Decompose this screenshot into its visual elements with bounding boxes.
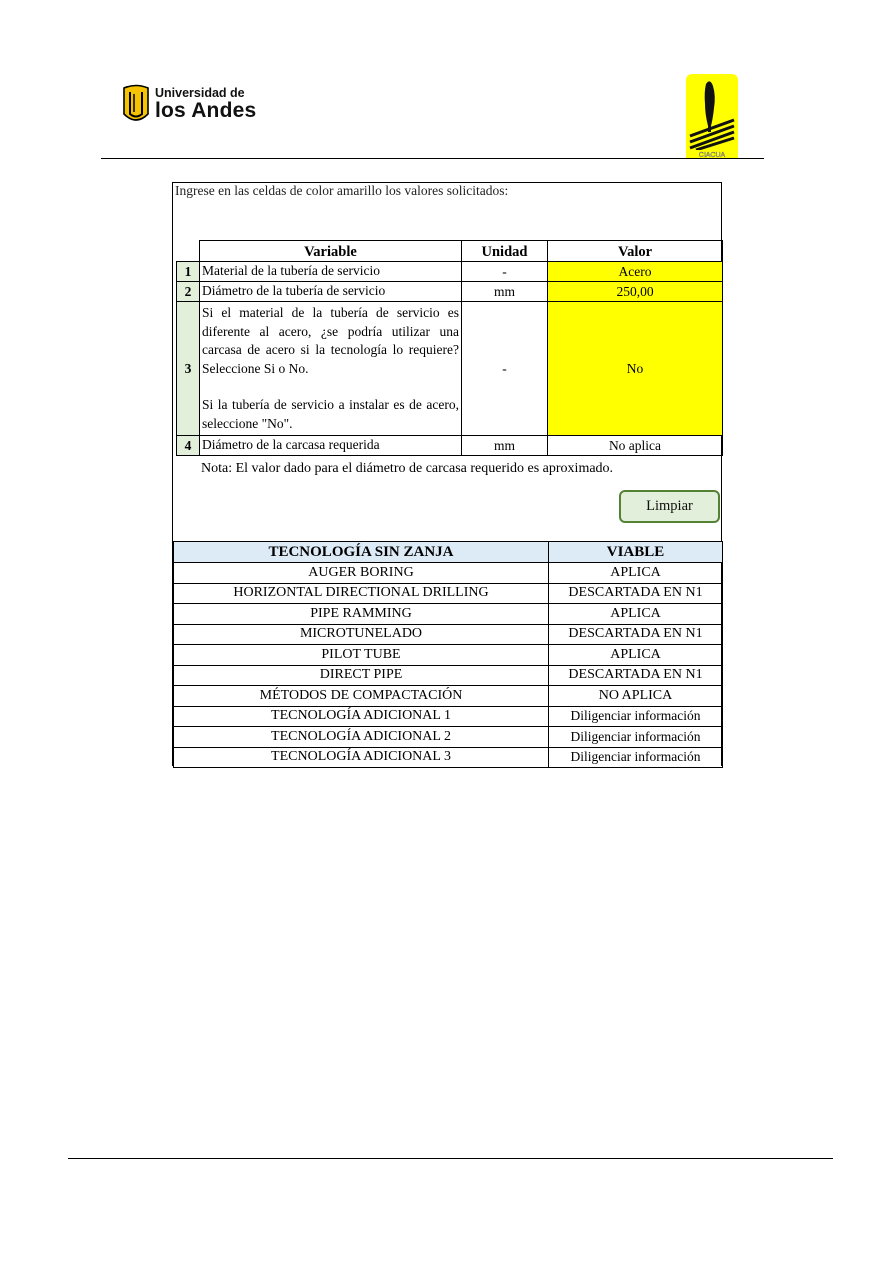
technology-name: HORIZONTAL DIRECTIONAL DRILLING — [174, 583, 549, 604]
university-name-line2: los Andes — [155, 99, 257, 123]
variables-table — [176, 240, 723, 456]
viability-status: APLICA — [549, 645, 723, 666]
unit-cell: - — [462, 302, 548, 436]
unit-cell: mm — [462, 282, 548, 302]
viability-status: APLICA — [549, 604, 723, 625]
table-row — [174, 583, 723, 604]
value-header: Valor — [548, 241, 723, 262]
viability-status: Diligenciar información — [549, 747, 723, 768]
technology-name: AUGER BORING — [174, 563, 549, 584]
row-index: 4 — [177, 436, 200, 456]
variable-label-multiline — [200, 302, 462, 436]
technology-name: PIPE RAMMING — [174, 604, 549, 625]
table-row — [174, 645, 723, 666]
technology-name: TECNOLOGÍA ADICIONAL 3 — [174, 747, 549, 768]
casing-diameter-result: No aplica — [548, 436, 723, 456]
technology-name: DIRECT PIPE — [174, 665, 549, 686]
variable-header: Variable — [200, 241, 462, 262]
viable-header: VIABLE — [549, 542, 723, 563]
instruction-text: Ingrese en las celdas de color amarillo los valores solicitados: — [175, 183, 509, 198]
technology-header: TECNOLOGÍA SIN ZANJA — [174, 542, 549, 563]
variable-row-2 — [177, 282, 723, 302]
row-index: 3 — [177, 302, 200, 436]
technology-table — [173, 541, 723, 768]
table-row — [174, 706, 723, 727]
variable-row-1 — [177, 262, 723, 282]
service-pipe-diameter-input[interactable]: 250,00 — [548, 282, 723, 302]
viability-status: NO APLICA — [549, 686, 723, 707]
technology-header-row — [174, 542, 723, 563]
variable-label: Diámetro de la carcasa requerida — [200, 436, 462, 456]
viability-status: APLICA — [549, 563, 723, 584]
viability-status: DESCARTADA EN N1 — [549, 665, 723, 686]
service-pipe-material-input[interactable]: Acero — [548, 262, 723, 282]
table-row — [174, 686, 723, 707]
viability-status: Diligenciar información — [549, 727, 723, 748]
variable-row-3 — [177, 302, 723, 436]
university-name-line1: Universidad de — [155, 85, 245, 100]
technology-name: TECNOLOGÍA ADICIONAL 2 — [174, 727, 549, 748]
variable-label: Diámetro de la tubería de servicio — [200, 282, 462, 302]
unit-cell: mm — [462, 436, 548, 456]
steel-casing-select[interactable]: No — [548, 302, 723, 436]
index-header — [177, 241, 200, 262]
unit-header: Unidad — [462, 241, 548, 262]
table-row — [174, 747, 723, 768]
footer-divider — [68, 1158, 833, 1159]
table-row — [174, 624, 723, 645]
table-row — [174, 563, 723, 584]
variable-question: Si el material de la tubería de servicio es diferente al acero, ¿se podría utilizar una carcasa de acero si la tecnología lo requiere? Seleccione Si o No. — [202, 305, 459, 376]
technology-name: PILOT TUBE — [174, 645, 549, 666]
uniandes-shield-icon — [121, 84, 151, 124]
clear-button[interactable]: Limpiar — [619, 490, 720, 523]
uniandes-logo — [121, 84, 256, 124]
unit-cell: - — [462, 262, 548, 282]
variable-instruction: Si la tubería de servicio a instalar es de acero, seleccione "No". — [202, 397, 459, 431]
table-row — [174, 604, 723, 625]
row-index: 1 — [177, 262, 200, 282]
technology-name: TECNOLOGÍA ADICIONAL 1 — [174, 706, 549, 727]
variable-label: Material de la tubería de servicio — [200, 262, 462, 282]
table-row — [174, 727, 723, 748]
header-divider — [101, 158, 764, 159]
variable-row-4 — [177, 436, 723, 456]
viability-status: DESCARTADA EN N1 — [549, 583, 723, 604]
table-row — [174, 665, 723, 686]
technology-name: MICROTUNELADO — [174, 624, 549, 645]
ciacua-label: CIACUA — [698, 152, 726, 158]
variables-header-row — [177, 241, 723, 262]
viability-status: Diligenciar información — [549, 706, 723, 727]
technology-name: MÉTODOS DE COMPACTACIÓN — [174, 686, 549, 707]
ciacua-logo — [686, 74, 738, 158]
row-index: 2 — [177, 282, 200, 302]
casing-note: Nota: El valor dado para el diámetro de carcasa requerido es aproximado. — [201, 461, 614, 476]
viability-status: DESCARTADA EN N1 — [549, 624, 723, 645]
